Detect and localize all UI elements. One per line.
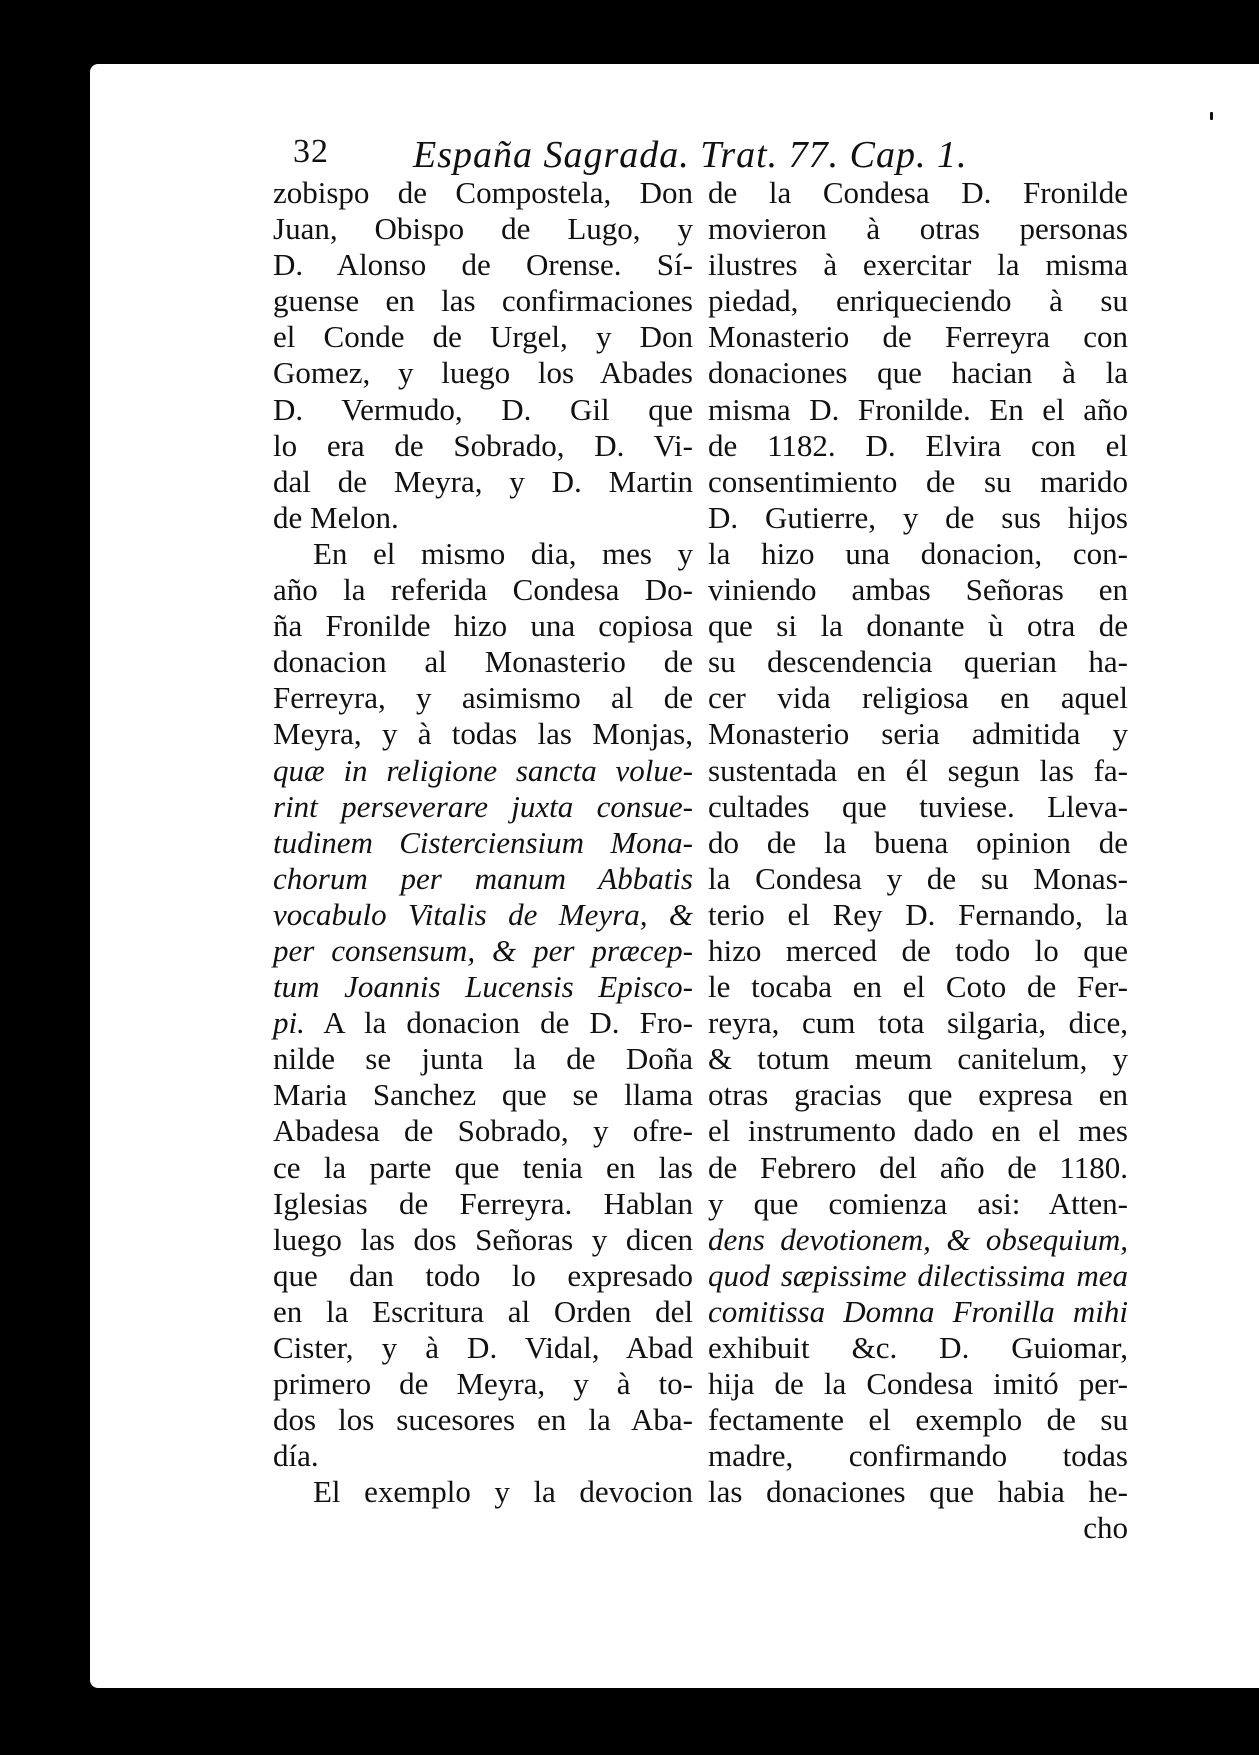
text-line: luego las dos Señoras y dicen [273,1221,693,1257]
text-line: de la Condesa D. Fronilde [708,175,1128,210]
text-line: ce la parte que tenia en las [273,1149,693,1185]
text-line: día. [273,1438,319,1474]
text-line: la hizo una donacion, con- [708,535,1128,571]
text-line: el Conde de Urgel, y Don [273,319,693,355]
text-line: año la referida Condesa Do- [273,572,693,608]
text-line: vocabulo Vitalis de Meyra, & [273,896,693,932]
text-line: el instrumento dado en el mes [708,1113,1128,1149]
text-line: D. Alonso de Orense. Sí- [273,247,693,283]
text-line: Monasterio de Ferreyra con [708,319,1128,355]
text-line: pi. A la donacion de D. Fro- [273,1005,693,1041]
text-line: hija de la Condesa imitó per- [708,1366,1128,1402]
text-line: Juan, Obispo de Lugo, y [273,211,693,247]
text-line: las donaciones que habia he- [708,1474,1128,1510]
text-line: dal de Meyra, y D. Martin [273,463,693,499]
text-line: reyra, cum tota silgaria, dice, [708,1005,1128,1041]
text-line: en la Escritura al Orden del [273,1293,693,1329]
text-line: cer vida religiosa en aquel [708,680,1128,716]
text-line: En el mismo dia, mes y [313,535,693,571]
text-line: ilustres à exercitar la misma [708,247,1128,283]
ink-speck [1210,112,1213,120]
text-line: que si la donante ù otra de [708,608,1128,644]
text-line: rint perseverare juxta consue- [273,788,693,824]
text-line: donacion al Monasterio de [273,644,693,680]
text-line: de Melon. [273,499,399,535]
text-line: cultades que tuviese. Lleva- [708,788,1128,824]
text-line: lo era de Sobrado, D. Vi- [273,427,693,463]
text-line: sustentada en él segun las fa- [708,752,1128,788]
text-line: comitissa Domna Fronilla mihi [708,1293,1128,1329]
text-line: misma D. Fronilde. En el año [708,391,1128,427]
text-line: & totum meum canitelum, y [708,1041,1128,1077]
text-line: ña Fronilde hizo una copiosa [273,608,693,644]
text-line: Iglesias de Ferreyra. Hablan [273,1185,693,1221]
text-line: Meyra, y à todas las Monjas, [273,716,693,752]
text-line: El exemplo y la devocion [313,1474,693,1510]
text-line: donaciones que hacian à la [708,355,1128,391]
text-line: le tocaba en el Coto de Fer- [708,969,1128,1005]
text-line: per consensum, & per præcep- [273,932,693,968]
text-line: do de la buena opinion de [708,824,1128,860]
text-line: Monasterio seria admitida y [708,716,1128,752]
text-line: Gomez, y luego los Abades [273,355,693,391]
text-line: su descendencia querian ha- [708,644,1128,680]
running-title: España Sagrada. Trat. 77. Cap. 1. [413,134,968,176]
text-line: cho [1083,1510,1128,1546]
text-line: chorum per manum Abbatis [273,860,693,896]
text-line: y que comienza asi: Atten- [708,1185,1128,1221]
text-line: D. Gutierre, y de sus hijos [708,499,1128,535]
text-line: Ferreyra, y asimismo al de [273,680,693,716]
text-line: piedad, enriqueciendo à su [708,283,1128,319]
text-line: tum Joannis Lucensis Episco- [273,969,693,1005]
text-line: exhibuit &c. D. Guiomar, [708,1330,1128,1365]
right-text-column [708,175,1128,1547]
text-line: Maria Sanchez que se llama [273,1077,693,1113]
text-line: dos los sucesores en la Aba- [273,1402,693,1438]
text-line: primero de Meyra, y à to- [273,1366,693,1402]
text-line: fectamente el exemplo de su [708,1402,1128,1438]
text-line: D. Vermudo, D. Gil que [273,391,693,427]
text-line: Abadesa de Sobrado, y ofre- [273,1113,693,1149]
text-line: de 1182. D. Elvira con el [708,427,1128,463]
page-number: 32 [293,133,329,170]
text-line: consentimiento de su marido [708,463,1128,499]
text-line: Cister, y à D. Vidal, Abad [273,1330,693,1365]
text-line: hizo merced de todo lo que [708,932,1128,968]
text-line: madre, confirmando todas [708,1438,1128,1474]
text-line: terio el Rey D. Fernando, la [708,896,1128,932]
text-line: zobispo de Compostela, Don [273,175,693,210]
left-text-column [273,175,693,1510]
text-line: nilde se junta la de Doña [273,1041,693,1077]
text-line: de Febrero del año de 1180. [708,1149,1128,1185]
text-line: dens devotionem, & obsequium, [708,1221,1128,1257]
text-line: otras gracias que expresa en [708,1077,1128,1113]
text-line: movieron à otras personas [708,211,1128,247]
text-line: que dan todo lo expresado [273,1257,693,1293]
text-line: guense en las confirmaciones [273,283,693,319]
text-line: tudinem Cisterciensium Mona- [273,824,693,860]
text-line: quæ in religione sancta volue- [273,752,693,788]
text-line: viniendo ambas Señoras en [708,572,1128,608]
text-line: quod sæpissime dilectissima mea [708,1257,1128,1293]
text-line: la Condesa y de su Monas- [708,860,1128,896]
